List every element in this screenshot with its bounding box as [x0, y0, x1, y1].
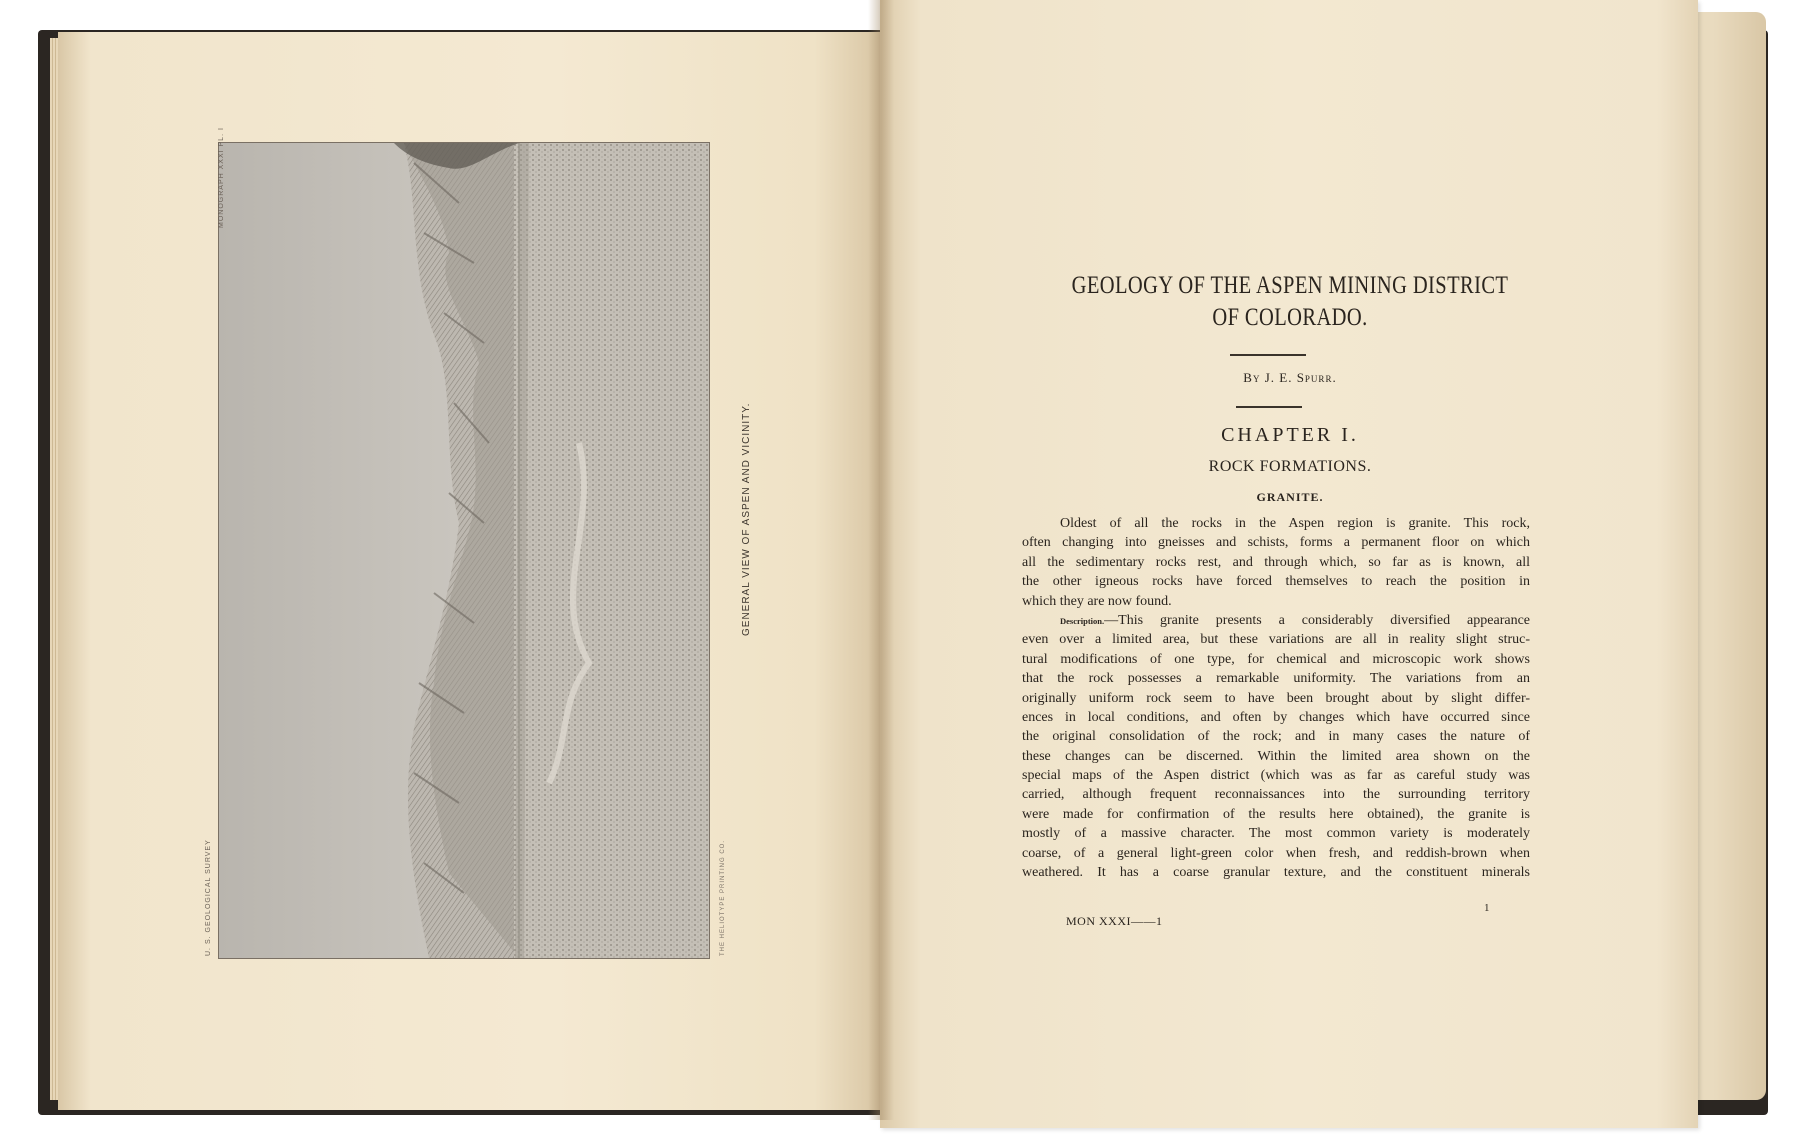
plate-survey-label: U. S. GEOLOGICAL SURVEY [205, 839, 212, 956]
body-line: the original consolidation of the rock; and in many cases the nature of [1022, 729, 1530, 745]
body-line: which they are now found. [1022, 593, 1172, 609]
body-line: coarse, of a general light-green color when fresh, and reddish-brown when [1022, 845, 1530, 861]
paragraph-lead-text: —This granite presents a considerably diversified appearance [1104, 612, 1530, 628]
body-line: tural modifications of one type, for chemical and microscopic work shows [1022, 651, 1530, 667]
author-rule [1236, 406, 1302, 408]
body-line: mostly of a massive character. The most common variety is moderately [1022, 826, 1530, 842]
page-number: 1 [1484, 902, 1490, 914]
section-heading: ROCK FORMATIONS. [1208, 458, 1372, 475]
body-line: originally uniform rock seem to have been brought about by slight differ- [1022, 690, 1530, 706]
body-line: even over a limited area, but these variations are all in reality slight struc- [1022, 632, 1530, 648]
body-line: special maps of the Aspen district (which was as far as careful study was [1022, 768, 1530, 784]
body-line: weathered. It has a coarse granular texture, and the constituent minerals [1022, 865, 1530, 881]
plate-caption: GENERAL VIEW OF ASPEN AND VICINITY. [741, 402, 752, 636]
gutter-shadow [868, 0, 894, 1120]
chapter-heading: CHAPTER I. [1221, 424, 1359, 446]
signature-mark: MON XXXI——1 [1066, 914, 1163, 928]
body-line [1022, 611, 1530, 630]
body-line: that the rock possesses a remarkable uniformity. The variations from an [1022, 671, 1530, 687]
plate-engraver-label: THE HELIOTYPE PRINTING CO. [720, 839, 726, 956]
landscape-engraving [219, 143, 709, 958]
body-line: often changing into gneisses and schists, forms a permanent floor on which [1022, 535, 1530, 551]
body-line: Oldest of all the rocks in the Aspen region is granite. This rock, [1060, 516, 1530, 531]
article-author: By J. E. Spurr. [1243, 370, 1337, 385]
title-rule [1230, 354, 1306, 356]
body-line: all the sedimentary rocks rest, and through which, so far as is known, all [1022, 554, 1530, 570]
plate-illustration [218, 142, 710, 959]
body-line: were made for confirmation of the results here obtained), the granite is [1022, 806, 1530, 822]
plate-number-label: MONOGRAPH XXXI PL. I [218, 127, 225, 228]
subsection-heading: GRANITE. [1256, 490, 1324, 504]
body-line: these changes can be discerned. Within the limited area shown on the [1022, 748, 1530, 764]
body-line: carried, although frequent reconnaissances into the surrounding territory [1022, 787, 1530, 803]
body-text [1022, 514, 1530, 882]
article-title: GEOLOGY OF THE ASPEN MINING DISTRICT OF COLORADO. [1071, 272, 1509, 331]
body-line: the other igneous rocks have forced themselves to reach the position in [1022, 574, 1530, 590]
body-line: ences in local conditions, and often by changes which have occurred since [1022, 709, 1530, 725]
paragraph-lead: Description. [1060, 615, 1105, 626]
